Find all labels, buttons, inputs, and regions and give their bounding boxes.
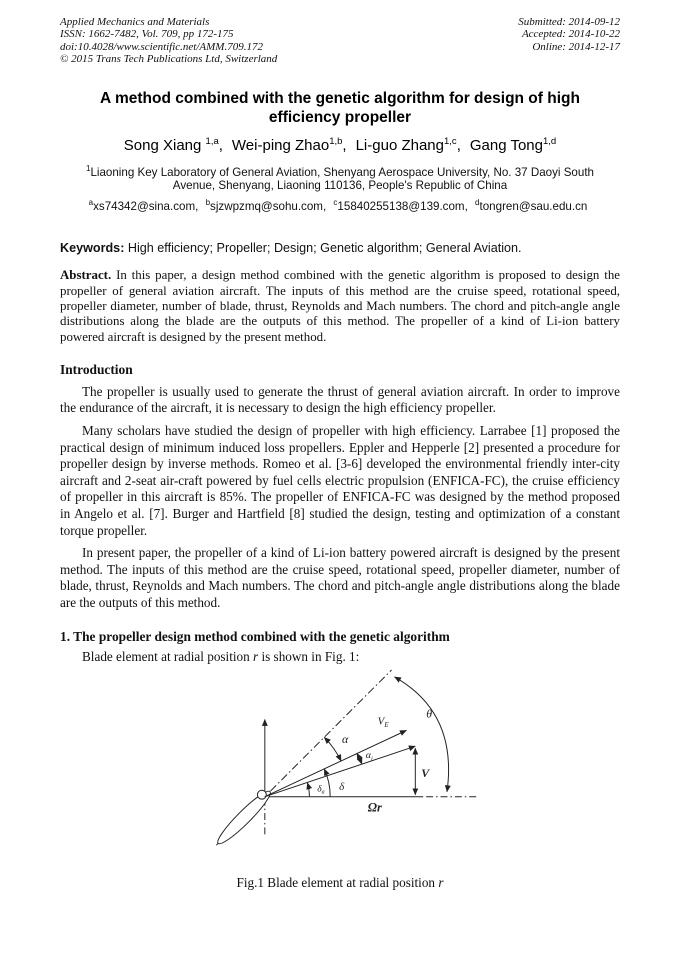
figure-intro-variable: r [253,648,259,664]
section-heading-1: 1. The propeller design method combined with the genetic algorithm [60,628,450,644]
paper-title: A method combined with the genetic algorithm for design of high efficiency propeller [100,89,580,126]
journal-info [60,16,277,66]
doi-line: doi:10.4028/www.scientific.net/AMM.709.172 [60,40,263,53]
paragraph-3: In present paper, the propeller of a kind of Li-ion battery powered aircraft is designed by the present method. The inputs of this method are the cruise speed, rotational speed, propeller diameter, number of blade, thrust, Reynolds and Mach numbers. The chord and pitch-angle angle distributions along the blade are the outputs of this method. [60,545,620,610]
label-ve: $V_E$ [377,715,389,730]
figure-caption-variable: r [438,875,444,891]
author-name: Song Xiang [123,136,206,154]
email-item [475,200,587,213]
email-address: tongren@sau.edu.cn [479,200,588,214]
affiliation [66,162,614,194]
label-delta-a: $\delta_a$ [317,784,325,796]
submitted-date: Submitted: 2014-09-12 [518,16,620,28]
author-name: Wei-ping Zhao [231,136,330,154]
delta-a-arc [307,783,309,797]
journal-title: Applied Mechanics and Materials [60,16,210,28]
paragraph-2: Many scholars have studied the design of propeller with high efficiency. Larrabee [1] proposed the practical design of minimum induced loss propellers. Eppler and Hepperle [2] presented a procedure for propeller design by inverse methods. Romeo et al. [3-6] developed the environmental friendly inter-city aircraft and 2-seat air-craft powered by fuel cells electric propulsion (ENFICA-FC), the cruise efficiency of propeller in this aircraft is 85%. The propeller of ENFICA-FC was designed by the method proposed in Angelo et al. [7]. Burger and Hartfield [8] studied the design, testing and optimization of a constant torque propeller. [60,423,620,538]
copyright-line: © 2015 Trans Tech Publications Ltd, Switzerland [60,53,278,66]
label-v: V [421,766,430,781]
authors-line [60,136,620,154]
author-name: Li-guo Zhang [355,136,444,154]
author-separator: , [456,136,461,154]
author-separator: , [218,136,223,154]
effective-velocity-vector [265,731,407,797]
label-alpha-i: $\alpha_i$ [365,750,373,763]
alpha-arc [324,737,341,761]
email-address: sjzwpzmq@sohu.com, [210,200,327,214]
email-address: xs74342@sina.com, [93,200,199,214]
email-superscript: c [333,198,338,208]
keywords-text: High efficiency; Propeller; Design; Genetic algorithm; General Aviation. [124,241,522,256]
author-name: Gang Tong [469,136,543,154]
email-item [89,200,199,213]
email-superscript: b [205,198,211,208]
author-superscript: 1,c [444,135,457,147]
accepted-date: Accepted: 2014-10-22 [521,28,620,41]
label-alpha: α [342,732,349,747]
issn-line: ISSN: 1662-7482, Vol. 709, pp 172-175 [60,28,234,41]
author-separator: , [342,136,347,154]
alpha-i-arc [357,753,362,764]
abstract [60,268,620,344]
paragraph-1: The propeller is usually used to generate the thrust of general aviation aircraft. In order to improve the endurance of the aircraft, it is necessary to design the high efficiency propeller. [60,383,620,416]
abstract-text: In this paper, a design method combined with the genetic algorithm is proposed to design the propeller of general aviation aircraft. The inputs of this method are the cruise speed, rotational speed, propeller diameter, number of blade, thrust, Reynolds and Mach numbers. The chord and pitch-angle angle distributions along the blade are the outputs of this method. The propeller of a kind of Li-ion battery powered aircraft is designed by the present method. [60,268,620,344]
online-date: Online: 2014-12-17 [532,40,620,53]
label-omega-r: Ωr [367,800,382,815]
email-superscript: a [88,198,94,208]
blade-element-diagram [186,668,508,866]
email-superscript: d [475,198,480,208]
emails-line [60,198,620,213]
figure-caption-prefix: Fig.1 Blade element at radial position [236,875,439,891]
email-address: 15840255138@139.com, [337,200,468,214]
submission-dates [518,16,620,66]
keywords-label: Keywords: [60,241,125,256]
email-item [206,200,327,213]
delta-arc [324,769,330,797]
airfoil-leading-edge [257,790,266,799]
author-superscript: 1,a [205,135,219,147]
figure-caption [60,875,620,891]
abstract-label: Abstract. [60,268,112,283]
figure-intro-suffix: is shown in Fig. 1: [258,648,360,664]
author-superscript: 1,b [329,135,343,147]
label-delta: δ [339,780,345,793]
label-theta: θ [426,706,433,721]
section-heading-introduction: Introduction [60,361,133,377]
affiliation-superscript: 1 [85,163,91,173]
affiliation-text: Liaoning Key Laboratory of General Aviation, Shenyang Aerospace University, No. 37 Daoyi South Avenue, Shenyang, Liaoning 110136, People's Republic of China [90,165,595,193]
journal-header [60,16,620,66]
email-item [333,200,467,213]
figure-intro-line [60,649,620,666]
blade-element-figure [186,668,508,866]
author-superscript: 1,d [542,135,557,147]
figure-intro-prefix: Blade element at radial position [82,648,254,664]
keywords-line [60,241,620,255]
